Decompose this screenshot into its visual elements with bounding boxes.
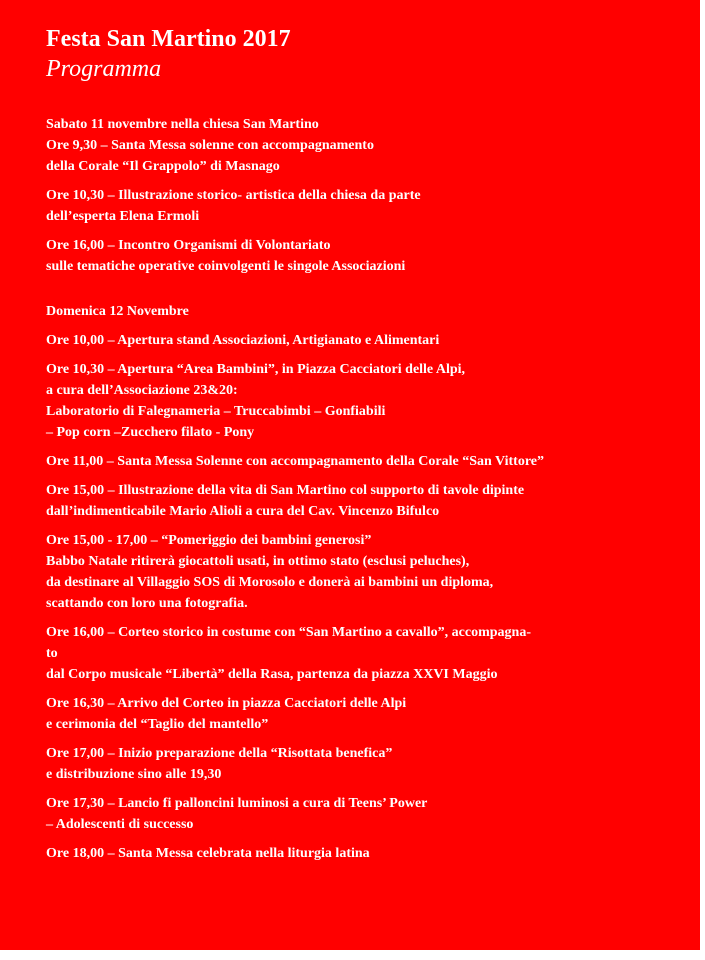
saturday-section: [46, 114, 658, 277]
sunday-entry: Ore 15,00 - 17,00 – “Pomeriggio dei bambini generosi” Babbo Natale ritirerà giocattoli usati, in ottimo stato (esclusi peluches), da destinare al Villaggio SOS di Morosolo e donerà ai bambini un diploma, scattando con loro una fotografia.: [46, 533, 494, 611]
sunday-section: [46, 301, 658, 864]
saturday-entry: Ore 16,00 – Incontro Organismi di Volontariato sulle tematiche operative coinvolgenti le singole Associazioni: [46, 238, 406, 274]
saturday-heading: Sabato 11 novembre nella chiesa San Martino: [46, 117, 319, 132]
saturday-entry: Ore 9,30 – Santa Messa solenne con accompagnamento della Corale “Il Grappolo” di Masnago: [46, 138, 374, 174]
sunday-entry: Ore 18,00 – Santa Messa celebrata nella liturgia latina: [46, 846, 370, 861]
program-content: [46, 114, 658, 864]
sunday-heading: Domenica 12 Novembre: [46, 304, 189, 319]
sunday-entry: Ore 11,00 – Santa Messa Solenne con accompagnamento della Corale “San Vittore”: [46, 454, 545, 469]
poster-header: [46, 24, 291, 84]
sunday-entry: Ore 17,30 – Lancio fi palloncini luminosi a cura di Teens’ Power – Adolescenti di successo: [46, 796, 428, 832]
sunday-entry: Ore 15,00 – Illustrazione della vita di San Martino col supporto di tavole dipinte dall’indimenticabile Mario Alioli a cura del Cav. Vincenzo Bifulco: [46, 483, 525, 519]
event-title: Festa San Martino 2017: [46, 26, 291, 52]
saturday-entry: Ore 10,30 – Illustrazione storico- artistica della chiesa da parte dell’esperta Elena Ermoli: [46, 188, 421, 224]
program-subtitle: Programma: [46, 56, 162, 82]
sunday-entry: Ore 10,00 – Apertura stand Associazioni, Artigianato e Alimentari: [46, 333, 440, 348]
sunday-entry: Ore 10,30 – Apertura “Area Bambini”, in Piazza Cacciatori delle Alpi, a cura dell’Associazione 23&20: Laboratorio di Falegnameria – Truccabimbi – Gonfiabili – Pop corn –Zucchero filato - Pony: [46, 362, 466, 440]
sunday-entry: Ore 16,30 – Arrivo del Corteo in piazza Cacciatori delle Alpi e cerimonia del “Taglio del mantello”: [46, 696, 407, 732]
sunday-entry: Ore 17,00 – Inizio preparazione della “Risottata benefica” e distribuzione sino alle 19,30: [46, 746, 393, 782]
sunday-entry: Ore 16,00 – Corteo storico in costume con “San Martino a cavallo”, accompagna- to dal Corpo musicale “Libertà” della Rasa, partenza da piazza XXVI Maggio: [46, 625, 532, 682]
